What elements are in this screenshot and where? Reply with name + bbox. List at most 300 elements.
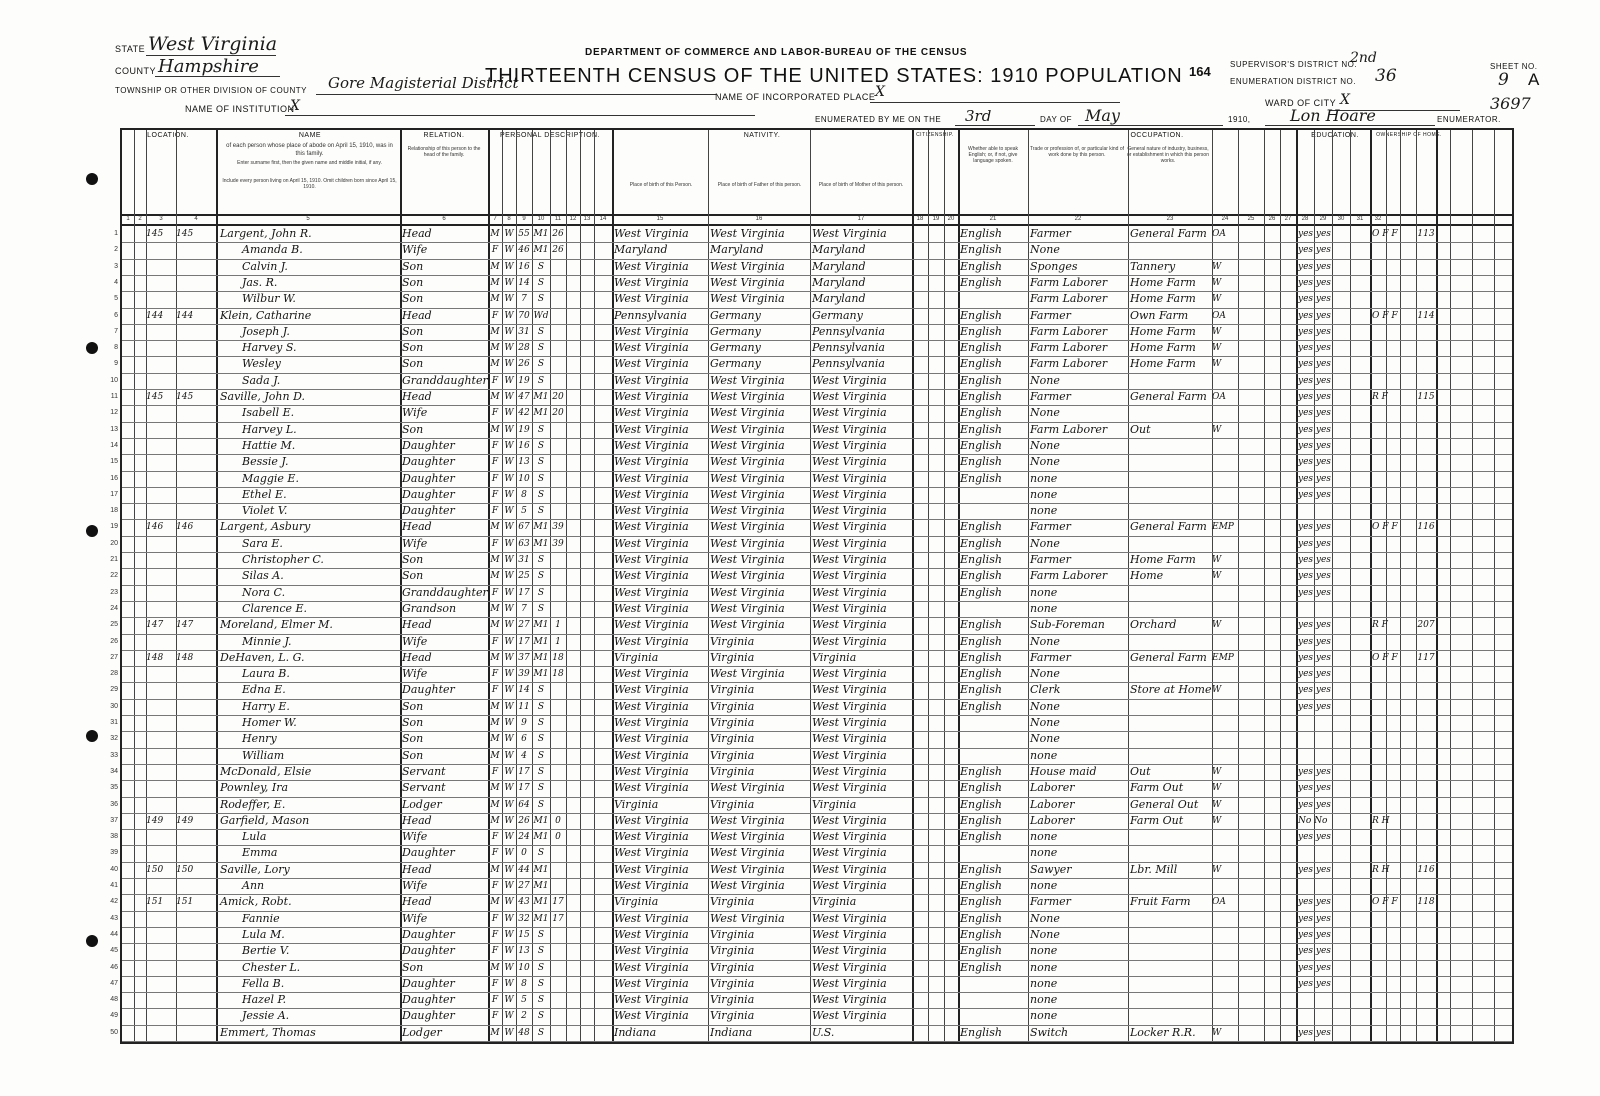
cell-rel: Son [402, 748, 424, 762]
place-label: NAME OF INCORPORATED PLACE [715, 92, 876, 102]
cell-read: yes yes [1298, 571, 1331, 582]
cell-mbp: West Virginia [812, 862, 887, 876]
cell-lang: English [960, 634, 1002, 648]
line-number: 17 [110, 490, 118, 498]
cell-mbp: West Virginia [812, 846, 887, 860]
table-row [110, 894, 1516, 910]
line-number: 20 [110, 539, 118, 547]
cell-occ: none [1030, 487, 1058, 501]
cell-rel: Daughter [402, 455, 455, 469]
cell-ms: S [537, 962, 545, 973]
cell-cls: OA [1212, 392, 1226, 402]
cell-occ: Farm Laborer [1030, 569, 1108, 583]
cell-age: 8 [521, 489, 527, 500]
cell-dw: 149 [146, 815, 164, 826]
cell-age: 19 [518, 375, 530, 386]
column-number: 4 [194, 216, 198, 222]
cell-ms: M1 [533, 245, 549, 256]
cell-rel: Son [402, 553, 424, 566]
cell-name: Hattie M. [242, 438, 296, 452]
column-number: 5 [306, 216, 310, 222]
stamp-number: 3697 [1490, 94, 1531, 113]
cell-mbp: West Virginia [812, 748, 887, 762]
cell-own: O F F [1372, 310, 1398, 321]
cell-mbp: West Virginia [812, 601, 887, 615]
cell-fbp: West Virginia [710, 618, 785, 632]
enumerator-name: Lon Hoare [1290, 106, 1376, 125]
cell-name: Henry [242, 732, 277, 746]
cell-mbp: West Virginia [812, 830, 887, 844]
cell-name: Nora C. [242, 585, 286, 599]
cell-fbp: Virginia [710, 976, 755, 990]
cell-occ: None [1030, 699, 1060, 713]
cell-name: Lula [242, 830, 267, 844]
cell-name: Klein, Catharine [220, 308, 312, 322]
cell-cls: W [1212, 277, 1222, 288]
line-number: 22 [110, 572, 118, 580]
cell-fam: 151 [176, 897, 194, 908]
cell-bp: West Virginia [614, 422, 689, 436]
cell-race: W [504, 245, 514, 256]
cell-lang: English [960, 781, 1002, 795]
census-title: THIRTEENTH CENSUS OF THE UNITED STATES: 1910 POPULATION [485, 65, 1183, 87]
cell-age: 67 [518, 522, 530, 533]
cell-bp: Pennsylvania [614, 308, 687, 322]
table-row [110, 927, 1516, 943]
cell-fbp: Virginia [710, 683, 755, 697]
cell-bp: West Virginia [614, 585, 689, 599]
cell-sex: F [491, 946, 499, 957]
cell-sched: 118 [1417, 897, 1435, 908]
cell-race: W [504, 603, 514, 614]
cell-rel: Wife [402, 406, 428, 420]
cell-name: Largent, John R. [220, 227, 312, 240]
cell-sched: 116 [1417, 522, 1435, 533]
cell-fbp: West Virginia [710, 553, 785, 566]
cell-mbp: West Virginia [812, 927, 887, 941]
cell-ms: M1 [533, 229, 549, 239]
cell-race: W [504, 457, 514, 468]
cell-rel: Wife [402, 911, 428, 925]
cell-ms: S [537, 718, 545, 728]
cell-cls: OA [1212, 897, 1226, 908]
cell-mbp: West Virginia [812, 504, 887, 518]
cell-occ: Farm Laborer [1030, 275, 1108, 289]
cell-bp: West Virginia [614, 373, 689, 387]
cell-own: R F [1372, 620, 1388, 631]
cell-mbp: West Virginia [812, 569, 887, 583]
column-number: 17 [857, 216, 865, 222]
cell-occ: Farmer [1030, 390, 1071, 403]
cell-rel: Servant [402, 781, 446, 795]
cell-fbp: Virginia [710, 748, 755, 762]
cell-mbp: West Virginia [812, 455, 887, 469]
cell-occ: Laborer [1030, 813, 1075, 827]
cell-bp: West Virginia [614, 227, 689, 240]
line-number: 33 [110, 751, 118, 759]
cell-fbp: West Virginia [710, 471, 785, 485]
column-number: 29 [1319, 216, 1327, 222]
cell-read: yes yes [1298, 294, 1331, 305]
column-number: 3 [159, 216, 163, 222]
cell-occ: None [1030, 732, 1060, 746]
cell-occ: House maid [1030, 764, 1097, 778]
cell-ms: S [537, 701, 545, 712]
birth-mother-header: Place of birth of Mother of this person. [818, 182, 904, 188]
cell-name: Garfield, Mason [220, 813, 310, 827]
cell-mbp: West Virginia [812, 764, 887, 778]
cell-age: 13 [518, 457, 530, 468]
cell-occ: none [1030, 830, 1058, 844]
table-row [110, 454, 1516, 470]
cell-age: 64 [518, 799, 530, 810]
punch-hole [86, 525, 98, 537]
cell-ind: Home Farm [1130, 292, 1196, 306]
cell-bp: West Virginia [614, 536, 689, 550]
cell-mbp: West Virginia [812, 487, 887, 501]
cell-yrs: 20 [552, 408, 564, 419]
cell-rel: Head [402, 390, 432, 403]
line-number: 11 [110, 393, 118, 400]
cell-bp: West Virginia [614, 634, 689, 648]
line-number: 14 [110, 441, 118, 449]
cell-mbp: West Virginia [812, 960, 887, 974]
cell-ind: General Farm [1130, 520, 1207, 534]
cell-name: Edna E. [242, 683, 286, 697]
cell-bp: West Virginia [614, 292, 689, 306]
table-row [110, 389, 1516, 405]
cell-mbp: Virginia [812, 895, 857, 909]
supervisor-value: 2nd [1350, 50, 1377, 66]
table-row [110, 536, 1516, 552]
cell-bp: West Virginia [614, 960, 689, 974]
cell-age: 44 [518, 864, 530, 875]
table-row [110, 813, 1516, 829]
cell-yrs: 26 [552, 245, 564, 256]
cell-cls: W [1212, 783, 1222, 794]
cell-age: 10 [518, 962, 530, 973]
table-row [110, 797, 1516, 813]
cell-mbp: West Virginia [812, 699, 887, 713]
cell-bp: West Virginia [614, 275, 689, 289]
cell-mbp: West Virginia [812, 716, 887, 729]
cell-sex: F [491, 669, 499, 680]
line-number: 23 [110, 588, 118, 596]
cell-occ: None [1030, 716, 1060, 729]
cell-race: W [504, 701, 514, 712]
line-number: 32 [110, 735, 118, 743]
birth-father-header: Place of birth of Father of this person. [717, 182, 802, 188]
cell-name: Sara E. [242, 536, 283, 550]
cell-fbp: Virginia [710, 927, 755, 941]
cell-read: yes yes [1298, 929, 1331, 940]
cell-race: W [504, 832, 514, 843]
industry-header: General nature of industry, business, or establishment in which this person works. [1127, 146, 1209, 164]
cell-name: Wilbur W. [242, 292, 296, 306]
cell-sex: F [491, 473, 499, 484]
cell-bp: West Virginia [614, 504, 689, 518]
cell-sex: F [491, 929, 499, 940]
cell-ind: Orchard [1130, 618, 1177, 632]
cell-fbp: West Virginia [710, 862, 785, 876]
cell-name: Homer W. [242, 716, 297, 729]
cell-fbp: West Virginia [710, 504, 785, 518]
cell-read: yes yes [1298, 277, 1331, 288]
cell-bp: West Virginia [614, 699, 689, 713]
cell-age: 47 [518, 392, 530, 402]
cell-mbp: West Virginia [812, 732, 887, 746]
line-number: 30 [110, 702, 118, 710]
cell-ms: M1 [533, 538, 549, 549]
cell-age: 43 [518, 897, 530, 908]
cell-dw: 145 [146, 229, 164, 239]
table-row [114, 275, 1516, 291]
cell-cls: W [1212, 424, 1222, 435]
line-number: 5 [114, 295, 118, 303]
cell-mbp: West Virginia [812, 1009, 887, 1023]
cell-sex: M [490, 522, 500, 533]
cell-rel: Daughter [402, 976, 455, 990]
cell-read: yes yes [1298, 913, 1331, 924]
table-row [110, 634, 1516, 650]
cell-fbp: Virginia [710, 716, 755, 729]
cell-race: W [504, 685, 514, 696]
cell-ms: S [537, 424, 545, 435]
cell-sex: M [490, 701, 500, 712]
cell-bp: West Virginia [614, 569, 689, 583]
line-number: 1 [114, 230, 118, 237]
cell-sex: F [491, 457, 499, 468]
cell-ind: Home Farm [1130, 275, 1196, 289]
line-number: 12 [110, 409, 118, 417]
cell-bp: West Virginia [614, 1009, 689, 1023]
cell-mbp: Maryland [812, 243, 866, 257]
cell-yrs: 18 [552, 652, 564, 663]
cell-yrs: 1 [555, 636, 561, 647]
column-number: 18 [916, 216, 924, 222]
cell-lang: English [960, 667, 1002, 681]
cell-fam: 146 [176, 522, 194, 533]
enumerated-month: May [1085, 106, 1120, 125]
birth-person-header: Place of birth of this Person. [629, 182, 693, 188]
township-label: TOWNSHIP OR OTHER DIVISION OF COUNTY [115, 86, 307, 95]
cell-fbp: Virginia [710, 699, 755, 713]
cell-occ: none [1030, 976, 1058, 990]
table-row [110, 829, 1516, 845]
cell-name: Emma [242, 846, 278, 860]
cell-name: Saville, John D. [220, 390, 305, 403]
cell-age: 24 [518, 832, 530, 843]
table-row [114, 242, 1516, 258]
cell-ms: S [537, 783, 545, 794]
cell-occ: None [1030, 406, 1060, 420]
cell-sex: M [490, 359, 500, 370]
cell-read: yes yes [1298, 946, 1331, 957]
cell-name: Minnie J. [242, 634, 292, 648]
cell-cls: W [1212, 685, 1222, 696]
cell-ms: S [537, 343, 545, 354]
cell-bp: West Virginia [614, 553, 689, 566]
cell-fbp: Germany [710, 308, 761, 322]
cell-sex: M [490, 783, 500, 794]
table-row [110, 617, 1516, 633]
cell-ms: M1 [533, 897, 549, 908]
cell-fbp: West Virginia [710, 275, 785, 289]
cell-rel: Wife [402, 667, 428, 681]
cell-lang: English [960, 422, 1002, 436]
line-number: 36 [110, 800, 118, 808]
table-row [110, 552, 1516, 568]
cell-sex: F [491, 245, 499, 256]
cell-fbp: West Virginia [710, 520, 785, 534]
cell-sex: M [490, 277, 500, 288]
line-number: 42 [110, 898, 118, 906]
census-grid [110, 128, 1514, 1044]
cell-cls: W [1212, 799, 1222, 810]
table-row [110, 1008, 1516, 1024]
cell-fbp: Virginia [710, 1009, 755, 1023]
cell-sex: M [490, 294, 500, 305]
cell-yrs: 18 [552, 669, 564, 680]
group-ownership: OWNERSHIP OF HOME. [1376, 132, 1442, 138]
cell-read: yes yes [1298, 636, 1331, 647]
cell-age: 17 [518, 587, 530, 598]
cell-read: yes yes [1298, 799, 1331, 810]
cell-sex: M [490, 571, 500, 582]
cell-fam: 145 [176, 229, 194, 239]
line-number: 26 [110, 637, 118, 645]
cell-cls: W [1212, 294, 1222, 305]
cell-lang: English [960, 520, 1002, 534]
cell-sex: F [491, 995, 499, 1006]
cell-sex: M [490, 343, 500, 354]
cell-cls: W [1212, 326, 1222, 337]
table-row [110, 471, 1516, 487]
line-number: 25 [110, 621, 118, 629]
cell-rel: Wife [402, 634, 428, 648]
table-row [110, 699, 1516, 715]
cell-ms: S [537, 685, 545, 696]
table-row [110, 373, 1516, 389]
cell-ind: Store at Home [1130, 683, 1212, 697]
cell-sex: F [491, 685, 499, 696]
cell-rel: Servant [402, 764, 446, 778]
cell-occ: Farmer [1030, 895, 1071, 909]
cell-occ: None [1030, 455, 1060, 469]
cell-ms: S [537, 473, 545, 484]
line-number: 43 [110, 914, 118, 922]
cell-mbp: West Virginia [812, 618, 887, 632]
cell-occ: none [1030, 960, 1058, 974]
table-row [110, 845, 1516, 861]
cell-bp: West Virginia [614, 846, 689, 860]
cell-bp: West Virginia [614, 976, 689, 990]
cell-sched: 114 [1417, 310, 1435, 321]
cell-sched: 117 [1417, 652, 1435, 663]
cell-rel: Son [402, 569, 424, 583]
cell-name: DeHaven, L. G. [220, 650, 305, 664]
cell-fbp: West Virginia [710, 373, 785, 387]
cell-race: W [504, 555, 514, 565]
line-number: 2 [114, 246, 118, 254]
cell-ms: S [537, 555, 545, 565]
cell-bp: West Virginia [614, 438, 689, 452]
line-number: 31 [110, 719, 118, 726]
cell-read: yes yes [1298, 457, 1331, 468]
line-number: 10 [110, 376, 118, 384]
table-row [110, 780, 1516, 796]
cell-mbp: West Virginia [812, 976, 887, 990]
cell-occ: none [1030, 846, 1058, 860]
name-instructions: of each person whose place of abode on April 15, 1910, was in this family. [226, 143, 393, 157]
cell-name: Maggie E. [242, 471, 299, 485]
line-number: 35 [110, 784, 118, 792]
cell-ind: Home Farm [1130, 341, 1196, 355]
cell-occ: none [1030, 879, 1058, 892]
cell-fbp: Virginia [710, 960, 755, 974]
cell-rel: Daughter [402, 504, 455, 518]
cell-mbp: U.S. [812, 1025, 835, 1039]
cell-mbp: West Virginia [812, 536, 887, 550]
cell-sched: 115 [1417, 392, 1435, 402]
table-row [110, 585, 1516, 601]
cell-name: Harvey L. [242, 422, 297, 436]
cell-name: Saville, Lory [220, 862, 290, 876]
cell-read: yes yes [1298, 587, 1331, 598]
cell-bp: Indiana [614, 1025, 657, 1039]
cell-name: Calvin J. [242, 259, 288, 273]
cell-sex: M [490, 261, 500, 272]
row-rule [122, 1041, 1512, 1042]
cell-fbp: Germany [710, 341, 761, 355]
cell-bp: West Virginia [614, 813, 689, 827]
cell-race: W [504, 538, 514, 549]
cell-ind: General Farm [1130, 390, 1207, 403]
cell-fbp: West Virginia [710, 390, 785, 403]
cell-fbp: Germany [710, 324, 761, 338]
cell-fbp: West Virginia [710, 455, 785, 469]
group-citizenship: CITIZENSHIP. [916, 132, 954, 138]
cell-occ: Sub-Foreman [1030, 618, 1105, 632]
cell-read: yes yes [1298, 229, 1331, 239]
cell-rel: Head [402, 650, 432, 664]
trade-header: Trade or profession of, or particular kind of work done by this person. [1029, 146, 1125, 158]
cell-read: yes yes [1298, 424, 1331, 435]
cell-dw: 148 [146, 652, 164, 663]
cell-yrs: 1 [555, 620, 561, 631]
cell-fam: 149 [176, 815, 194, 826]
cell-race: W [504, 734, 514, 745]
cell-mbp: Maryland [812, 259, 866, 273]
cell-occ: Farm Laborer [1030, 357, 1108, 371]
cell-rel: Son [402, 716, 424, 729]
column-number: 15 [656, 216, 664, 222]
column-number: 10 [537, 216, 545, 222]
cell-occ: Laborer [1030, 797, 1075, 811]
cell-age: 0 [521, 848, 527, 859]
supervisor-label: SUPERVISOR'S DISTRICT NO. [1230, 60, 1358, 69]
cell-read: No No [1298, 815, 1328, 826]
line-number: 8 [114, 344, 118, 352]
cell-sex: M [490, 424, 500, 435]
cell-fbp: West Virginia [710, 601, 785, 615]
cell-ind: General Farm [1130, 650, 1207, 664]
column-number: 31 [1356, 216, 1364, 222]
line-number: 46 [110, 963, 118, 971]
cell-rel: Daughter [402, 438, 455, 452]
cell-ms: S [537, 766, 545, 777]
cell-age: 31 [518, 555, 530, 565]
